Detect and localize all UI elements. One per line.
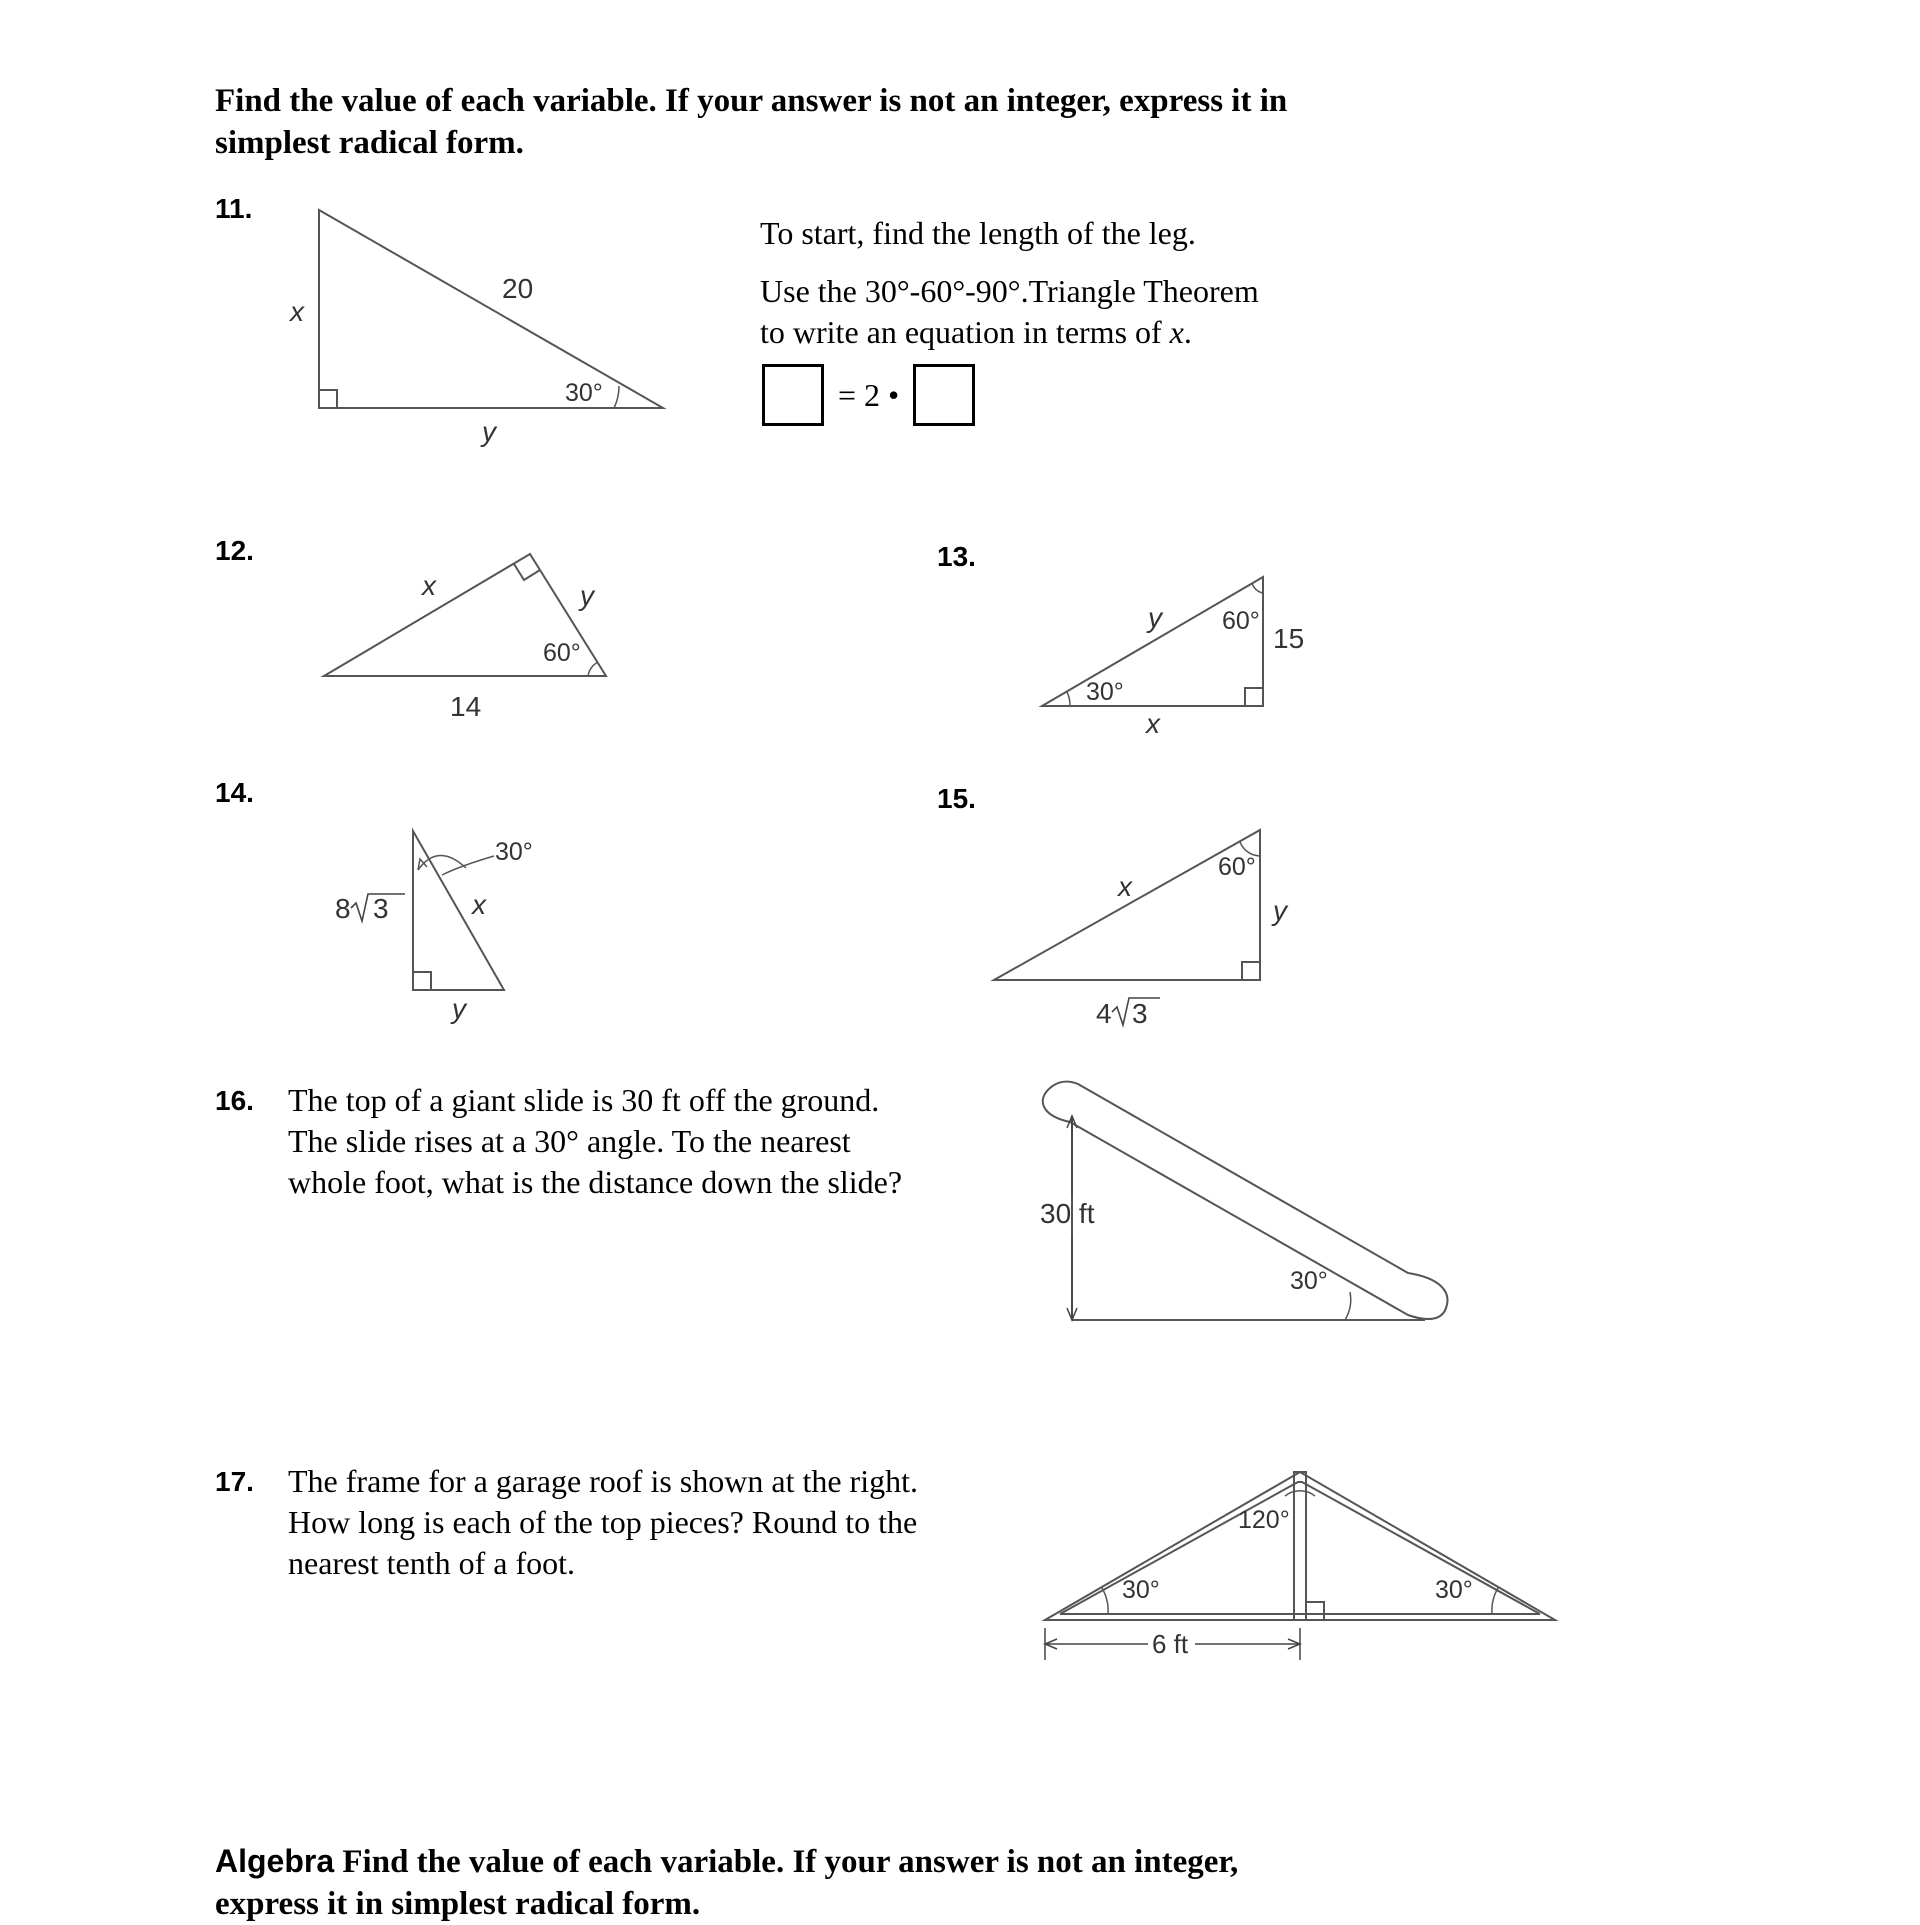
- problem-11-triangle: [290, 200, 680, 460]
- algebra-instructions: [215, 1840, 1238, 1925]
- problem-15-x-label: x: [1118, 871, 1132, 902]
- problem-11-hint-2-text: to write an equation in terms of: [760, 314, 1170, 350]
- problem-12-triangle: [300, 540, 620, 720]
- problem-12-y-label: y: [580, 580, 594, 611]
- problem-16-line-2: The slide rises at a 30° angle. To the nearest: [288, 1123, 851, 1159]
- problem-13-x-label: x: [1146, 708, 1160, 739]
- problem-13-triangle: [1030, 565, 1330, 745]
- problem-13-angle-left-label: 30°: [1086, 678, 1124, 706]
- problem-11-hint-2: [760, 271, 1259, 353]
- problem-14-radicand-label: 3: [373, 893, 389, 924]
- instructions-line-2: simplest radical form.: [215, 125, 524, 161]
- problem-17-line-1: The frame for a garage roof is shown at the right.: [288, 1463, 918, 1499]
- problem-13-y-label: y: [1148, 602, 1162, 633]
- problem-14-triangle: [320, 818, 560, 1028]
- problem-11-hint-2-period: .: [1183, 314, 1192, 350]
- algebra-line-1: [215, 1840, 1238, 1883]
- problem-11-y-label: y: [482, 416, 496, 447]
- problem-11-hypotenuse-label: 20: [502, 273, 534, 304]
- problem-17-angle-right-label: 30°: [1435, 1576, 1473, 1604]
- algebra-line-1-text: Find the value of each variable. If your answer is not an integer,: [342, 1844, 1239, 1880]
- problem-17-roof-figure: [1030, 1460, 1590, 1680]
- problem-17-number: 17.: [215, 1466, 254, 1497]
- problem-11-angle-label: 30°: [565, 379, 603, 407]
- problem-13-number: 13.: [937, 541, 976, 572]
- answer-box-left[interactable]: [762, 364, 824, 426]
- answer-box-right[interactable]: [913, 364, 975, 426]
- problem-12-number: 12.: [215, 535, 254, 566]
- instructions-line-1: Find the value of each variable. If your answer is not an integer, express it in: [215, 83, 1288, 119]
- problem-16-angle-label: 30°: [1290, 1267, 1328, 1295]
- problem-14-y-label: y: [452, 993, 466, 1024]
- problem-11-hint-1: To start, find the length of the leg.: [760, 215, 1196, 251]
- problem-15-triangle: [990, 820, 1310, 1040]
- problem-13-side-label: 15: [1273, 623, 1305, 654]
- problem-11-hint-2-var: x: [1169, 314, 1184, 350]
- problem-16-slide-figure: [1020, 1070, 1470, 1340]
- instructions-heading: [215, 80, 1287, 164]
- problem-17-line-3: nearest tenth of a foot.: [288, 1545, 575, 1581]
- problem-16-line-3: whole foot, what is the distance down the slide?: [288, 1164, 903, 1200]
- equation-text: = 2 •: [838, 376, 900, 413]
- problem-12-base-label: 14: [450, 691, 482, 722]
- problem-11-x-label: x: [290, 296, 304, 327]
- problem-14-number: 14.: [215, 777, 254, 808]
- algebra-label: Algebra: [215, 1843, 335, 1879]
- problem-17-width-label: 6 ft: [1152, 1629, 1189, 1659]
- problem-15-coef-label: 4: [1096, 998, 1112, 1029]
- problem-14-coef-label: 8: [335, 893, 351, 924]
- algebra-line-2: express it in simplest radical form.: [215, 1886, 701, 1922]
- problem-11-equation: [762, 363, 975, 427]
- problem-15-number: 15.: [937, 783, 976, 814]
- problem-15-angle-label: 60°: [1218, 853, 1256, 881]
- problem-14-angle-label: 30°: [495, 838, 533, 866]
- problem-11-number: 11.: [215, 193, 253, 224]
- problem-12-x-label: x: [422, 570, 436, 601]
- problem-14-x-label: x: [472, 889, 486, 920]
- problem-17-angle-left-label: 30°: [1122, 1576, 1160, 1604]
- problem-17-line-2: How long is each of the top pieces? Round to the: [288, 1504, 918, 1540]
- problem-16-height-label: 30 ft: [1040, 1198, 1095, 1229]
- problem-17-text: [288, 1461, 918, 1584]
- problem-16-number: 16.: [215, 1085, 254, 1116]
- problem-15-y-label: y: [1273, 895, 1287, 926]
- problem-12-angle-label: 60°: [543, 639, 581, 667]
- problem-16-line-1: The top of a giant slide is 30 ft off the ground.: [288, 1082, 880, 1118]
- problem-15-radicand-label: 3: [1132, 998, 1148, 1029]
- problem-11-hint-2-line-2: [760, 312, 1259, 353]
- problem-11-hint-2-line-1: Use the 30°-60°-90°.Triangle Theorem: [760, 273, 1259, 309]
- problem-16-text: [288, 1080, 902, 1203]
- problem-13-angle-top-label: 60°: [1222, 607, 1260, 635]
- problem-17-angle-top-label: 120°: [1238, 1506, 1290, 1534]
